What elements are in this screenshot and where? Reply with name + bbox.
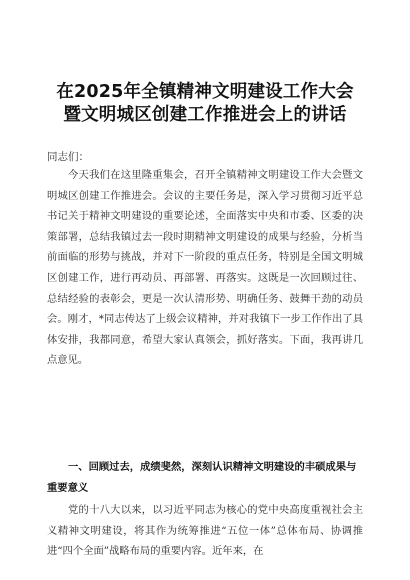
body-paragraph-2: 党的十八大以来，以习近平同志为核心的党中央高度重视社会主义精神文明建设，将其作为统筹推进“五位一体”总体布局、协调推进“四个全面”战略布局的重要内容。近年来，在 [47,504,363,558]
section-heading-1: 一、回顾过去，成绩斐然，深刻认识精神文明建设的丰硕成果与重要意义 [47,461,357,494]
document-title-line-1: 在2025年全镇精神文明建设工作大会 [56,82,354,102]
document-title-line-2: 暨文明城区创建工作推进会上的讲话 [63,105,347,125]
salutation: 同志们： [47,151,89,163]
body-paragraph-1: 今天我们在这里隆重集会，召开全镇精神文明建设工作大会暨文明城区创建工作推进会。会议的主要任务是，深入学习贯彻习近平总书记关于精神文明建设的重要论述，全面落实中央和市委、区委的决策部署，总结我镇过去一段时期精神文明建设的成果与经验，分析当前面临的形势与挑战，并对下一阶段的重点任务，特别是全国文明城区创建工作，进行再动员、再部署、再落实。这既是一次回顾过往、总结经验的表彰会，更是一次认清形势、明确任务、鼓舞干劲的动员会。刚才，*同志传达了上级会议精神，并对我镇下一步工作作出了具体安排，我都同意，希望大家认真领会，抓好落实。下面，我再讲几点意见。 [47,169,363,367]
